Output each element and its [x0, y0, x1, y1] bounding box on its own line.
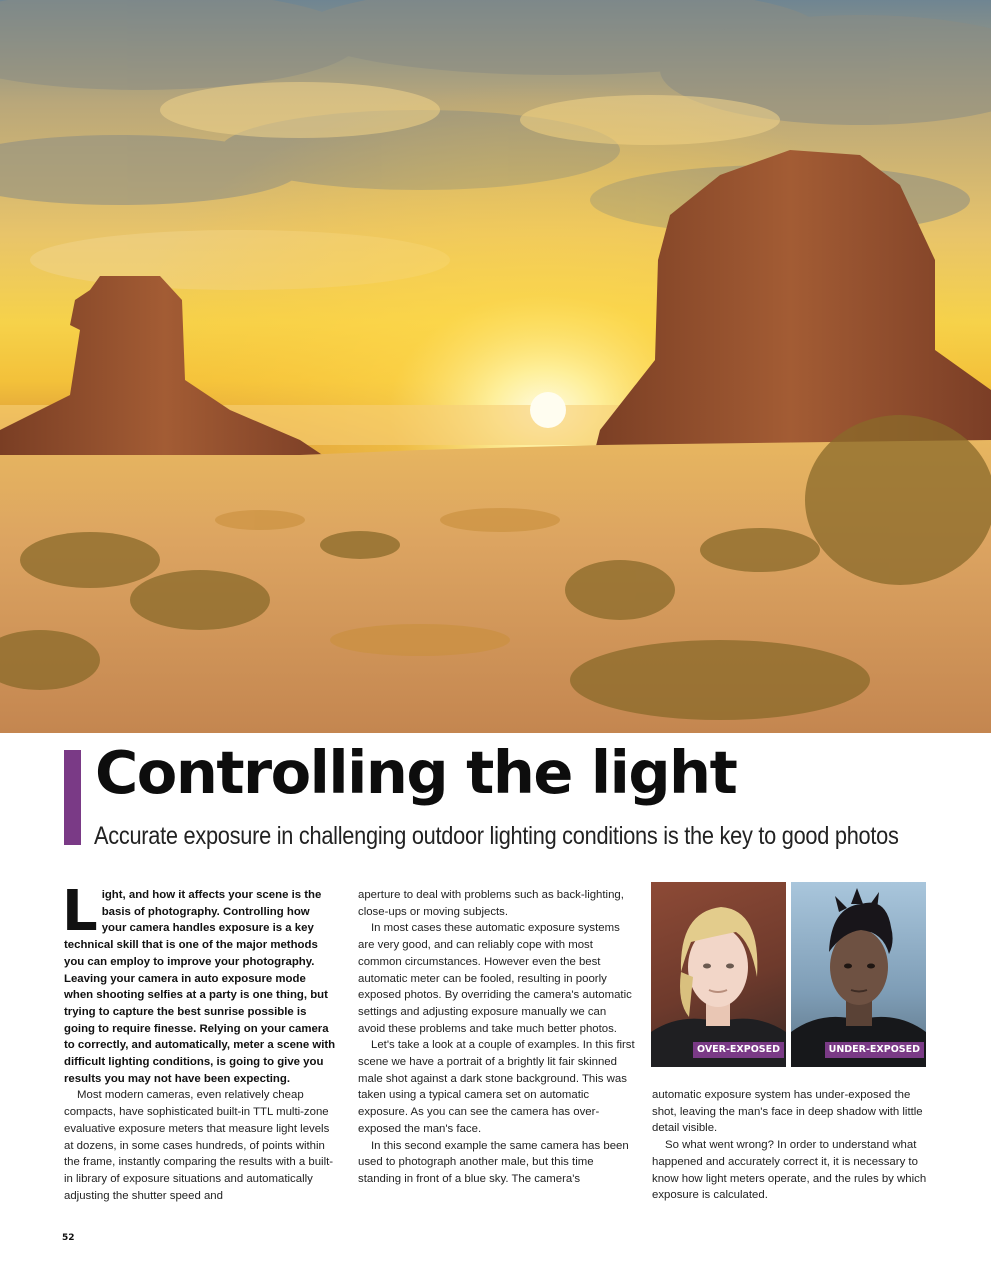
body-column-3: [652, 1087, 928, 1204]
headline-accent-bar: [64, 750, 81, 845]
body-paragraph: Let's take a look at a couple of examples. In this first scene we have a portrait of a brightly lit fair skinned male shot against a dark stone background. This was taken using a typical camera set on automatic exposure. As you can see the camera has over-exposed the man's face.: [358, 1039, 635, 1135]
body-column-1: [62, 879, 336, 1204]
under-exposed-label: UNDER-EXPOSED: [825, 1042, 924, 1058]
body-paragraph: So what went wrong? In order to understand what happened and accurately correct it, it is necessary to know how light meters operate, and the rules by which exposure is calculated.: [652, 1139, 927, 1202]
article-title: Controlling the light: [95, 738, 737, 807]
body-paragraph: Most modern cameras, even relatively cheap compacts, have sophisticated built-in TTL multi-zone evaluative exposure meters that measure light levels at dozens, in some cases hundreds, of points within the frame, instantly comparing the results with a built-in library of exposure situations and automatically adjusting the shutter speed and: [64, 1089, 334, 1202]
body-column-2: [358, 887, 636, 1188]
drop-cap: L: [62, 879, 98, 944]
portrait-dark-haired-man-illustration: [791, 882, 926, 1067]
lead-text: ight, and how it affects your scene is the basis of photography. Controlling how your camera handles exposure is a key technical skill that is one of the major methods you can employ to improve your photography. Leaving your camera in auto exposure mode when shooting selfies at a party is one thing, but trying to capture the best sunrise possible is going to require finesse. Relying on your camera to correctly, and automatically, meter a scene with difficult lighting conditions, is going to give you results you may not have been expecting.: [64, 889, 336, 1085]
page-number: 52: [62, 1233, 75, 1243]
portrait-blond-man-illustration: [651, 882, 786, 1067]
body-paragraph: automatic exposure system has under-exposed the shot, leaving the man's face in deep shadow with little detail visible.: [652, 1089, 923, 1135]
article-standfirst: Accurate exposure in challenging outdoor lighting conditions is the key to good photos: [94, 822, 899, 850]
over-exposed-portrait: [651, 882, 786, 1067]
body-paragraph: In this second example the same camera has been used to photograph another male, but this time standing in front of a blue sky. The camera's: [358, 1139, 629, 1185]
over-exposed-label: OVER-EXPOSED: [693, 1042, 784, 1058]
lead-paragraph: [62, 879, 336, 1087]
body-paragraph: aperture to deal with problems such as back-lighting, close-ups or moving subjects.: [358, 889, 624, 918]
body-paragraph: In most cases these automatic exposure systems are very good, and can reliably cope with most common circumstances. However even the best automatic meter can be fooled, resulting in poorly exposed photos. By overriding the camera's automatic settings and adjusting exposure manually we can avoid these problems and take much better photos.: [358, 922, 632, 1035]
under-exposed-portrait: [791, 882, 926, 1067]
